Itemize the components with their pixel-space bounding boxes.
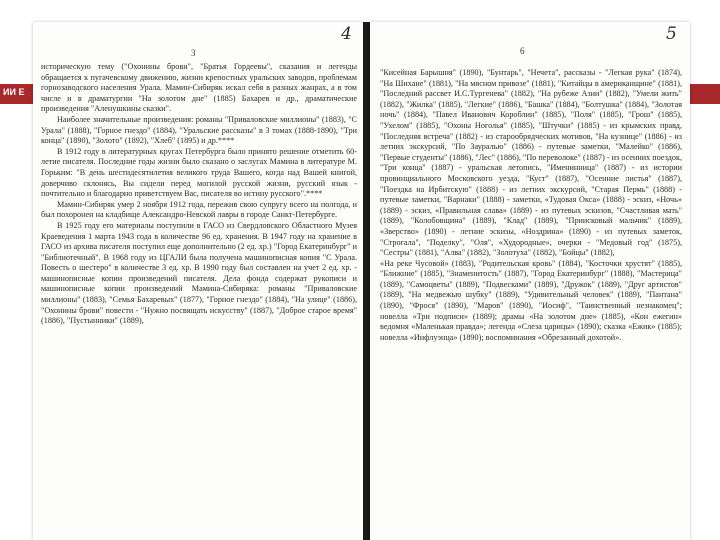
document-page-left [33,22,363,540]
paragraph: Мамин-Сибиряк умер 2 ноября 1912 года, пережив свою супругу всего на полгода, и был похоронен на кладбище Александро-Невской лавры в городе Санкт-Петербурге. [41,199,357,220]
paragraph: В 1912 году в литературных кругах Петербурга было принято решение отметить 60-летие писателя. Последние годы жизни было сказано о заслугах Мамина в литературе М. Горьким: "В день шестидесятилетия великого труда Вашего, когда над Вашей книгой, доверчиво склонясь, Вы сидели перед могилой русской жизни, русский язык - почтительно и благодарно приветствуем Вас, писателя во истину русского".**** [41,146,357,199]
page-gutter [363,22,370,540]
paragraph: историческую тему ("Охонины брови", "Братья Гордеевы", сказания и легенды обращается к пугачевскому движению, жизни крепостных уральских заводов, проблемам горнозаводского населения Урала. Мамин-Сибиряк искал себя в разных жанрах, а в том числе и в драматургии "На золотом дне" (1885) Бахарев и др., драматические произведения "Аленушкины сказки". [41,62,357,114]
page-text-right [380,68,682,343]
page-number-left: 3 [191,48,196,58]
paragraph: "Кисейная Барышня" (1890), "Бунтарь", "Нечета", рассказы - "Легкая рука" (1874), "На Шихане" (1881), "На мясном привозе" (1881), "Китайцы в американщине" (1881), "Последний рассвет И.С.Тургенева" (1882), "На рубеже Азии" (1882), "Умели жить" (1882), "Жилка" (1885), "Легкие" (1886), "Башка" (1884), "Болтушка" (1884), "Золотая ночь" (1884), "Павел Иванович Короблин" (1885), "Поля" (1885), "Грош" (1885), "Ухелом" (1885), "Охоны Ноголья" (1885), "Штучки" (1885) - из крымских правд, "Последняя встреча" (1882) - из старообрядческих мотивов, "На кузнице" (1886) - из летних экскурсий, "По Зауралью" (1886) - путевые заметки, "Малейко" (1886), "Первые студенты" (1886), "Лес" (1886), "По переволоке" (1887) - из осенних поездок, "Три конца" (1887) - уральская летопись, "Именинница" (1887) - из истории провинциального Московского уезда, "Куст" (1887), "Осенние листья" (1887), "Поездка на Ирбитскую" (1888) - из летних экскурсий, "Старая Пермь" (1888) - путевые заметки, "Варнаки" (1888) - заметки, «Тудовая Окса» (1888) - эскиз, «Ночь» (1889) - эскиз, «Правильная слава» (1889) - из путевых эскизов, "Счастливая мать" (1889), "Колобовщина" (1889), "Клад" (1889), "Приисковый мальчик" (1889), «Зверство» (1890) - летние эскизы, «Ноздрина» (1890) - из путевых заметок, "Строгала", "Поделку", "Оля", «Худородные», очерки - "Медовый год" (1875), "Сестры" (1881), "Алва" (1882), "Золотуха" (1882), "Бойцы" (1882), [380,68,682,258]
handwritten-page-number-left: 4 [341,24,352,44]
header-band-right [690,84,720,104]
header-band-text: ИИ Е [3,87,25,97]
handwritten-page-number-right: 5 [666,24,677,44]
paragraph: Наиболее значительные произведения: романы "Приваловские миллионы" (1883), "С Урала" (1888), "Горное гнездо" (1884), "Уральские рассказы" в 3 томах (1888-1890), "Три конца" (1890), "Золото" (1892), "Хлеб" (1895) и др.**** [41,114,357,146]
page-text-left [41,62,357,327]
paragraph: В 1925 году его материалы поступили в ГАСО из Свердловского Областного Музея Краеведения 1 марта 1943 года в количестве 96 ед. хранения. В 1947 году на хранение в ГАСО из архива писателя поступил еще дополнительно (2 ед. хр.) "Город Екатеринбург" и "Библиотечный". В 1968 году из ЦГАЛИ была получена машинописная копия "С Урала. Повесть о шестеро" в количестве 3 ед. хр. В 1990 году был составлен на учет 2 ед. хр. - машинописные копии произведений писателя. Дела фонда содержат рукописи и машинописные копии произведений Мамина-Сибиряка: романы "Приваловские миллионы" (1883), "Семья Бахаревых" (1877), "Горное гнездо" (1884), "На улице" (1886), "Охонины брови" повести - "Нужно посвящать искусству" (1887), "Доброе старое время" (1886), "Пустынники" (1889), [41,220,357,326]
page-number-right: 6 [520,46,525,56]
paragraph: «На реке Чусовой» (1883), "Родительская кровь" (1884), "Косточки хрустят" (1885), "Ближние" (1885), "Знаменитость" (1887), "Город Екатеринбург" (1888), "Мастерица" (1889), "Самоцветы" (1889), "Подвесками" (1889), "Дружок" (1889), "Друг артистов" (1889), "На медвежью шубку" (1889), "Удивительный человек" (1889), "Пантана" (1890), "Фрося" (1890), "Маров" (1890), "Иосиф", "Таинственный незнакомец"; новелла «Три подписи» (1889); драмы «На золотом дне» (1885), «Кон ежегин» ведомня «Маленькая правда»; легенда «Слеза царицы» (1890); сказка «Ежик» (1885); новелла «Инфлуэнца» (1890); воспоминания «Обрезанный дохотой». [380,258,682,342]
document-page-right [370,22,690,540]
